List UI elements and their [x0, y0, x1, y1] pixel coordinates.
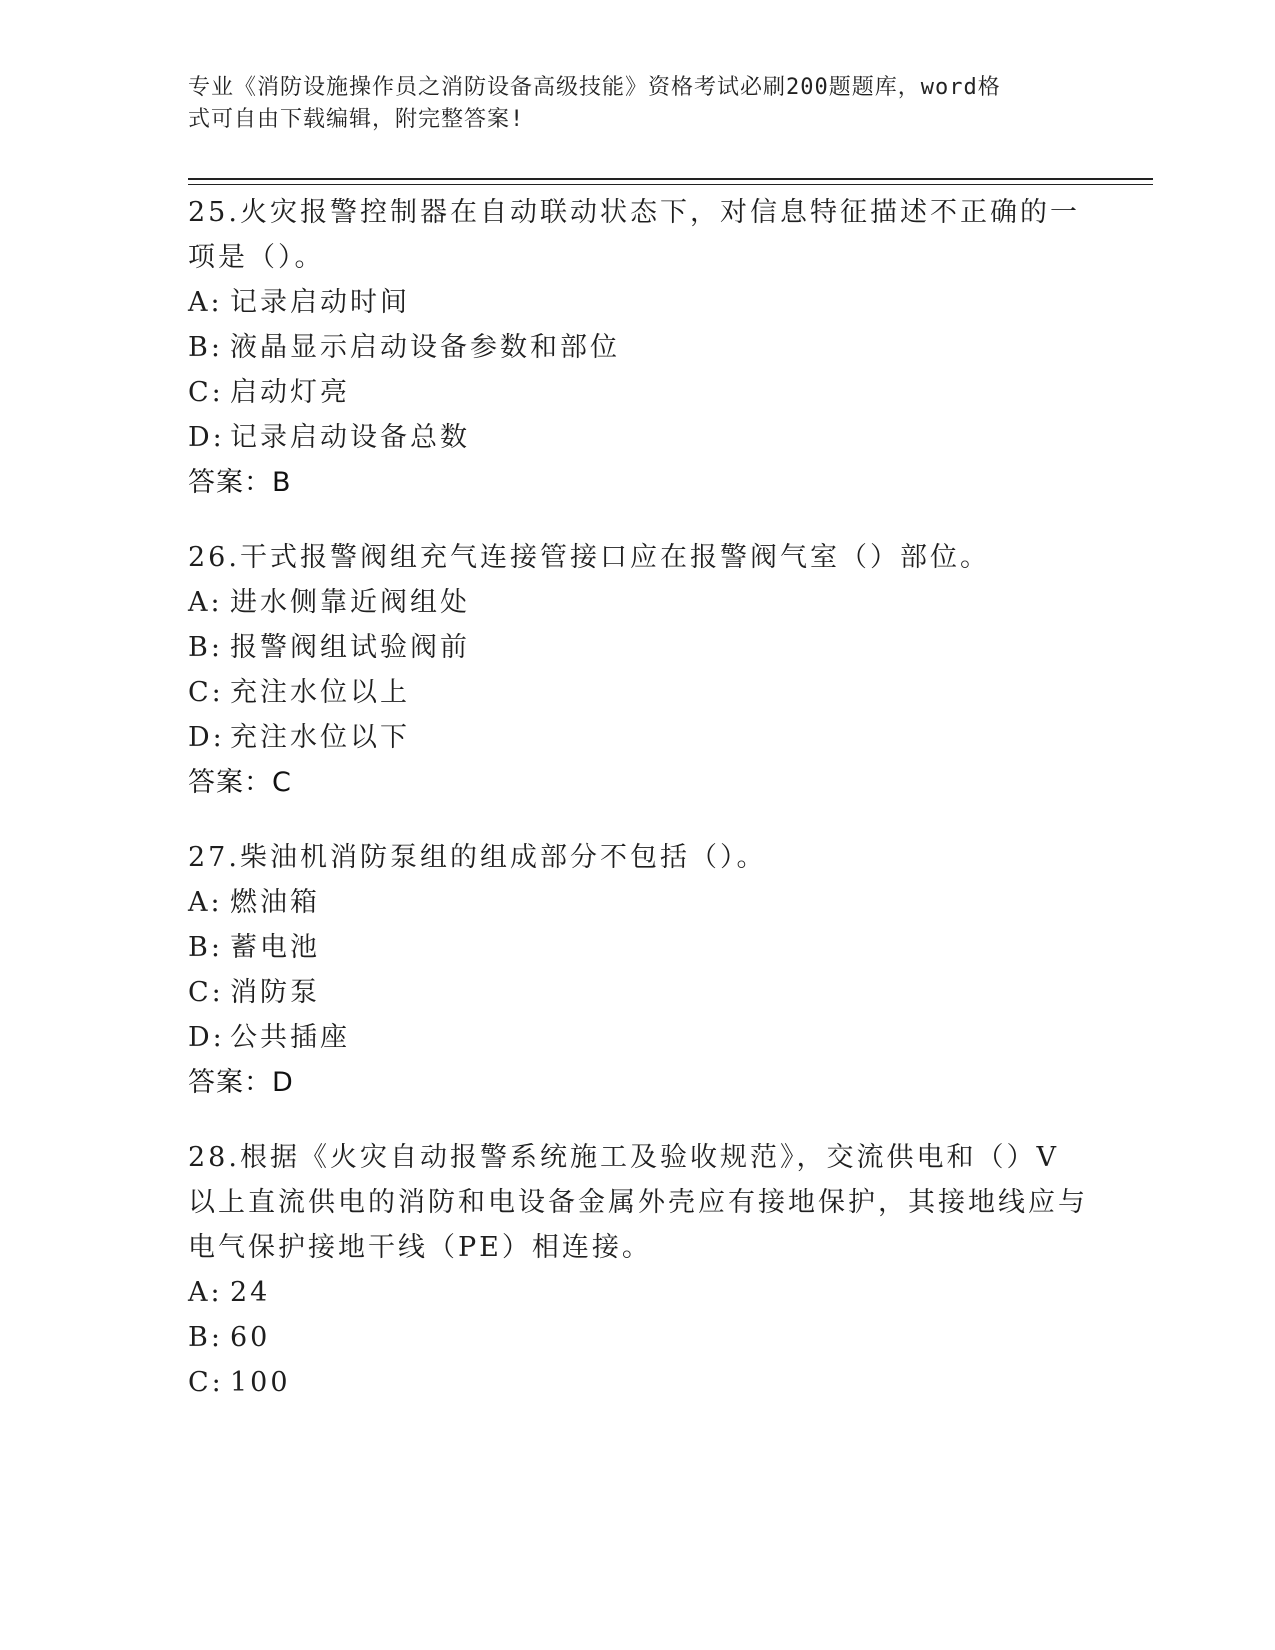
option-b [188, 1315, 1088, 1360]
option-c [188, 970, 1088, 1015]
answer-line: 答案：D [188, 1067, 294, 1098]
option-text: 公共插座 [230, 1022, 350, 1053]
option-c [188, 670, 1088, 715]
option-text: 进水侧靠近阀组处 [230, 587, 470, 618]
option-key: B: [188, 632, 223, 663]
document-header [188, 72, 1068, 136]
option-b [188, 925, 1088, 970]
option-d [188, 415, 1088, 460]
option-key: A: [188, 287, 223, 318]
answer-line: 答案：C [188, 767, 292, 798]
question-25 [188, 190, 1088, 505]
option-text: 蓄电池 [230, 932, 320, 963]
option-a [188, 1270, 1088, 1315]
option-text: 报警阀组试验阀前 [230, 632, 470, 663]
option-key: D: [188, 722, 225, 753]
question-stem: 25.火灾报警控制器在自动联动状态下，对信息特征描述不正确的一项是（）。 [188, 197, 1080, 273]
option-text: 记录启动时间 [230, 287, 410, 318]
option-a [188, 880, 1088, 925]
option-a [188, 280, 1088, 325]
option-key: A: [188, 887, 223, 918]
option-text: 记录启动设备总数 [230, 422, 470, 453]
question-26 [188, 535, 1088, 805]
header-divider-thin [188, 184, 1153, 185]
option-key: C: [188, 977, 224, 1008]
option-c [188, 1360, 1088, 1405]
question-stem: 26.干式报警阀组充气连接管接口应在报警阀气室（）部位。 [188, 542, 990, 573]
option-text: 100 [230, 1367, 291, 1398]
option-a [188, 580, 1088, 625]
question-stem: 28.根据《火灾自动报警系统施工及验收规范》，交流供电和（）V以上直流供电的消防和电设备金属外壳应有接地保护，其接地线应与电气保护接地干线（PE）相连接。 [188, 1142, 1088, 1263]
option-text: 消防泵 [230, 977, 320, 1008]
option-text: 充注水位以下 [230, 722, 410, 753]
question-list [188, 190, 1088, 1435]
option-text: 24 [230, 1277, 271, 1308]
option-key: A: [188, 587, 223, 618]
option-text: 启动灯亮 [230, 377, 350, 408]
option-key: B: [188, 1322, 223, 1353]
question-stem: 27.柴油机消防泵组的组成部分不包括（）。 [188, 842, 767, 873]
option-key: D: [188, 1022, 225, 1053]
answer-line: 答案：B [188, 467, 292, 498]
header-line-1: 专业《消防设施操作员之消防设备高级技能》资格考试必刷200题题库，word格 [188, 75, 1001, 100]
option-text: 液晶显示启动设备参数和部位 [230, 332, 620, 363]
option-key: C: [188, 377, 224, 408]
option-key: B: [188, 932, 223, 963]
question-28 [188, 1135, 1088, 1405]
option-d [188, 1015, 1088, 1060]
header-divider-thick [188, 178, 1153, 180]
header-line-2: 式可自由下载编辑，附完整答案! [188, 107, 525, 132]
option-c [188, 370, 1088, 415]
option-text: 燃油箱 [230, 887, 320, 918]
question-27 [188, 835, 1088, 1105]
option-text: 60 [230, 1322, 271, 1353]
option-key: B: [188, 332, 223, 363]
option-b [188, 325, 1088, 370]
option-key: A: [188, 1277, 223, 1308]
option-d [188, 715, 1088, 760]
option-b [188, 625, 1088, 670]
option-key: D: [188, 422, 225, 453]
option-key: C: [188, 677, 224, 708]
option-key: C: [188, 1367, 224, 1398]
option-text: 充注水位以上 [230, 677, 410, 708]
